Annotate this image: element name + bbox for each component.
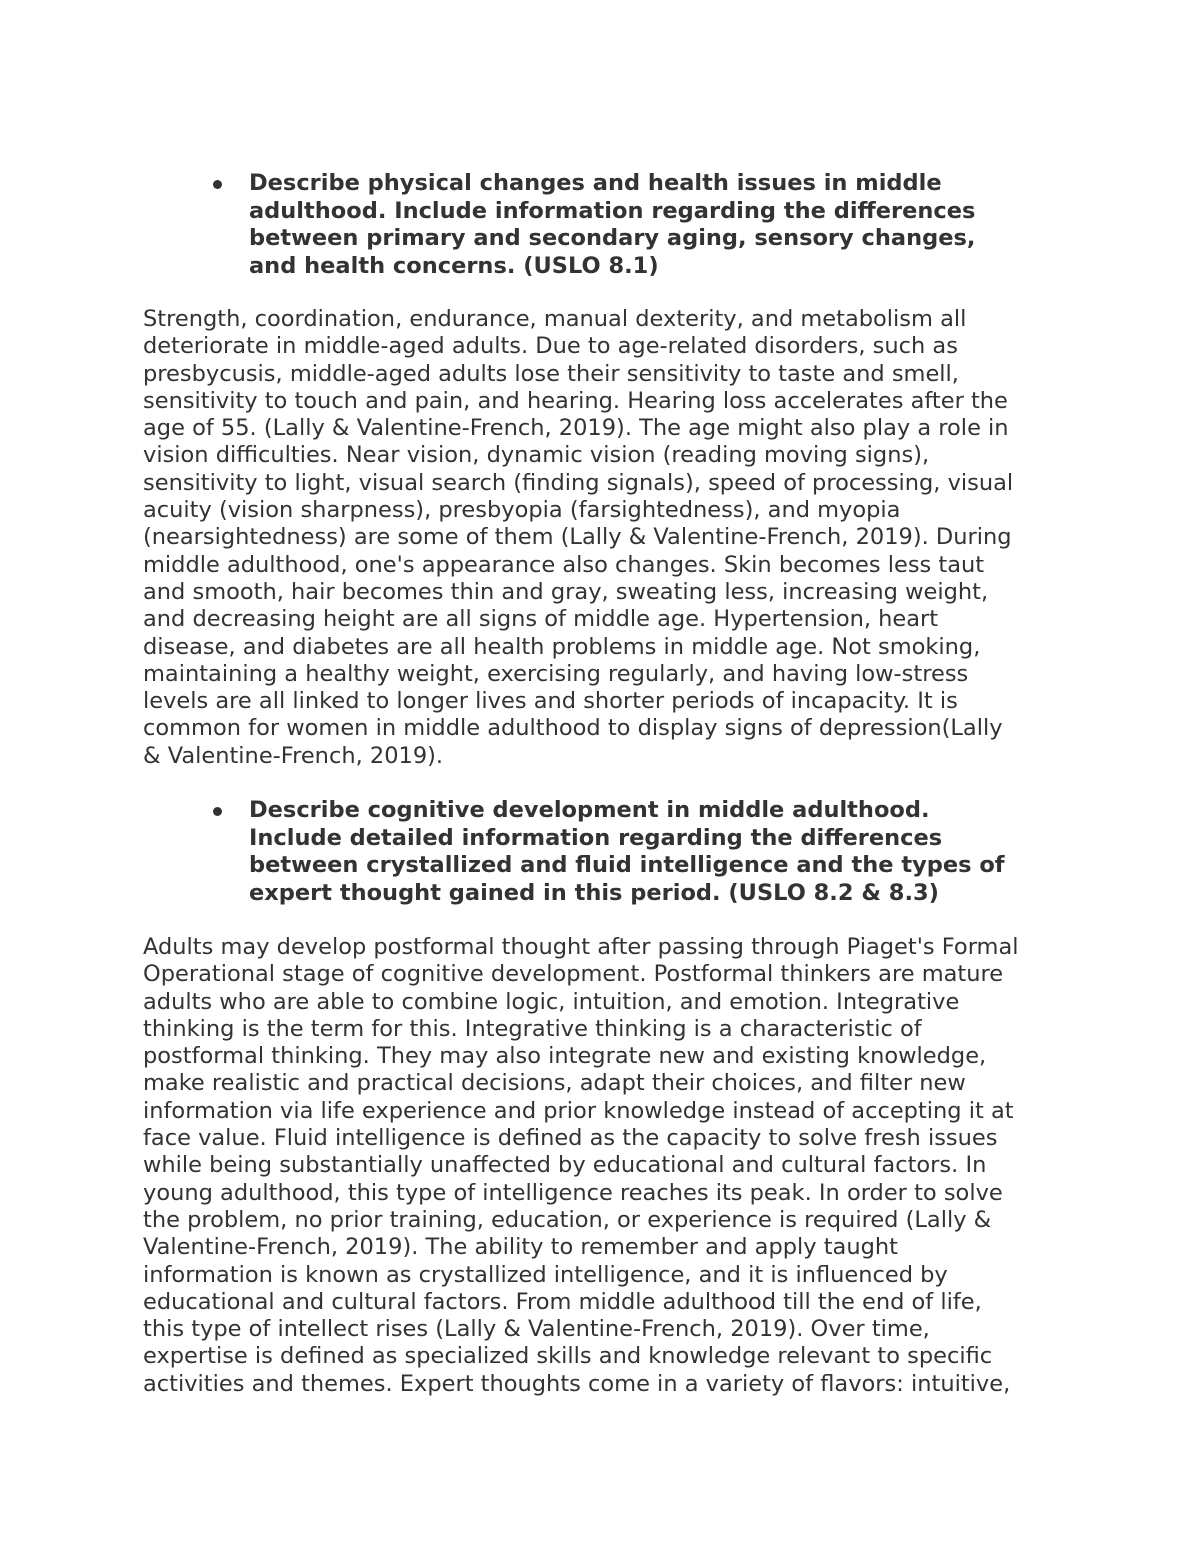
bullet-icon	[213, 807, 222, 816]
question-text-1: Describe physical changes and health issues in middle adulthood. Include information regarding the differences between primary and secondary aging, sensory changes, and health concerns. (USLO 8.1)	[249, 170, 976, 279]
answer-paragraph-1: Strength, coordination, endurance, manual dexterity, and metabolism all deteriorate in middle-aged adults. Due to age-related disorders, such as presbycusis, middle-aged adults lose their sensitivity to taste and smell, sensitivity to touch and pain, and hearing. Hearing loss accelerates after the age of 55. (Lally & Valentine-French, 2019). The age might also play a role in vision difficulties. Near vision, dynamic vision (reading moving signs), sensitivity to light, visual search (finding signals), speed of processing, visual acuity (vision sharpness), presbyopia (farsightedness), and myopia (nearsightedness) are some of them (Lally & Valentine-French, 2019). During middle adulthood, one's appearance also changes. Skin becomes less taut and smooth, hair becomes thin and gray, sweating less, increasing weight, and decreasing height are all signs of middle age. Hypertension, heart disease, and diabetes are all health problems in middle age. Not smoking, maintaining a healthy weight, exercising regularly, and having low-stress levels are all linked to longer lives and shorter periods of incapacity. It is common for women in middle adulthood to display signs of depression(Lally & Valentine-French, 2019).	[143, 306, 1014, 769]
bullet-icon	[213, 180, 222, 189]
question-text-2: Describe cognitive development in middle adulthood. Include detailed information regarding the differences between crystallized and fluid intelligence and the types of expert thought gained in this period. (USLO 8.2 & 8.3)	[249, 797, 1005, 906]
answer-paragraph-2: Adults may develop postformal thought after passing through Piaget's Formal Operational stage of cognitive development. Postformal thinkers are mature adults who are able to combine logic, intuition, and emotion. Integrative thinking is the term for this. Integrative thinking is a characteristic of postformal thinking. They may also integrate new and existing knowledge, make realistic and practical decisions, adapt their choices, and filter new information via life experience and prior knowledge instead of accepting it at face value. Fluid intelligence is defined as the capacity to solve fresh issues while being substantially unaffected by educational and cultural factors. In young adulthood, this type of intelligence reaches its peak. In order to solve the problem, no prior training, education, or experience is required (Lally & Valentine-French, 2019). The ability to remember and apply taught information is known as crystallized intelligence, and it is influenced by educational and cultural factors. From middle adulthood till the end of life, this type of intellect rises (Lally & Valentine-French, 2019). Over time, expertise is defined as specialized skills and knowledge relevant to specific activities and themes. Expert thoughts come in a variety of flavors: intuitive,	[143, 934, 1019, 1397]
